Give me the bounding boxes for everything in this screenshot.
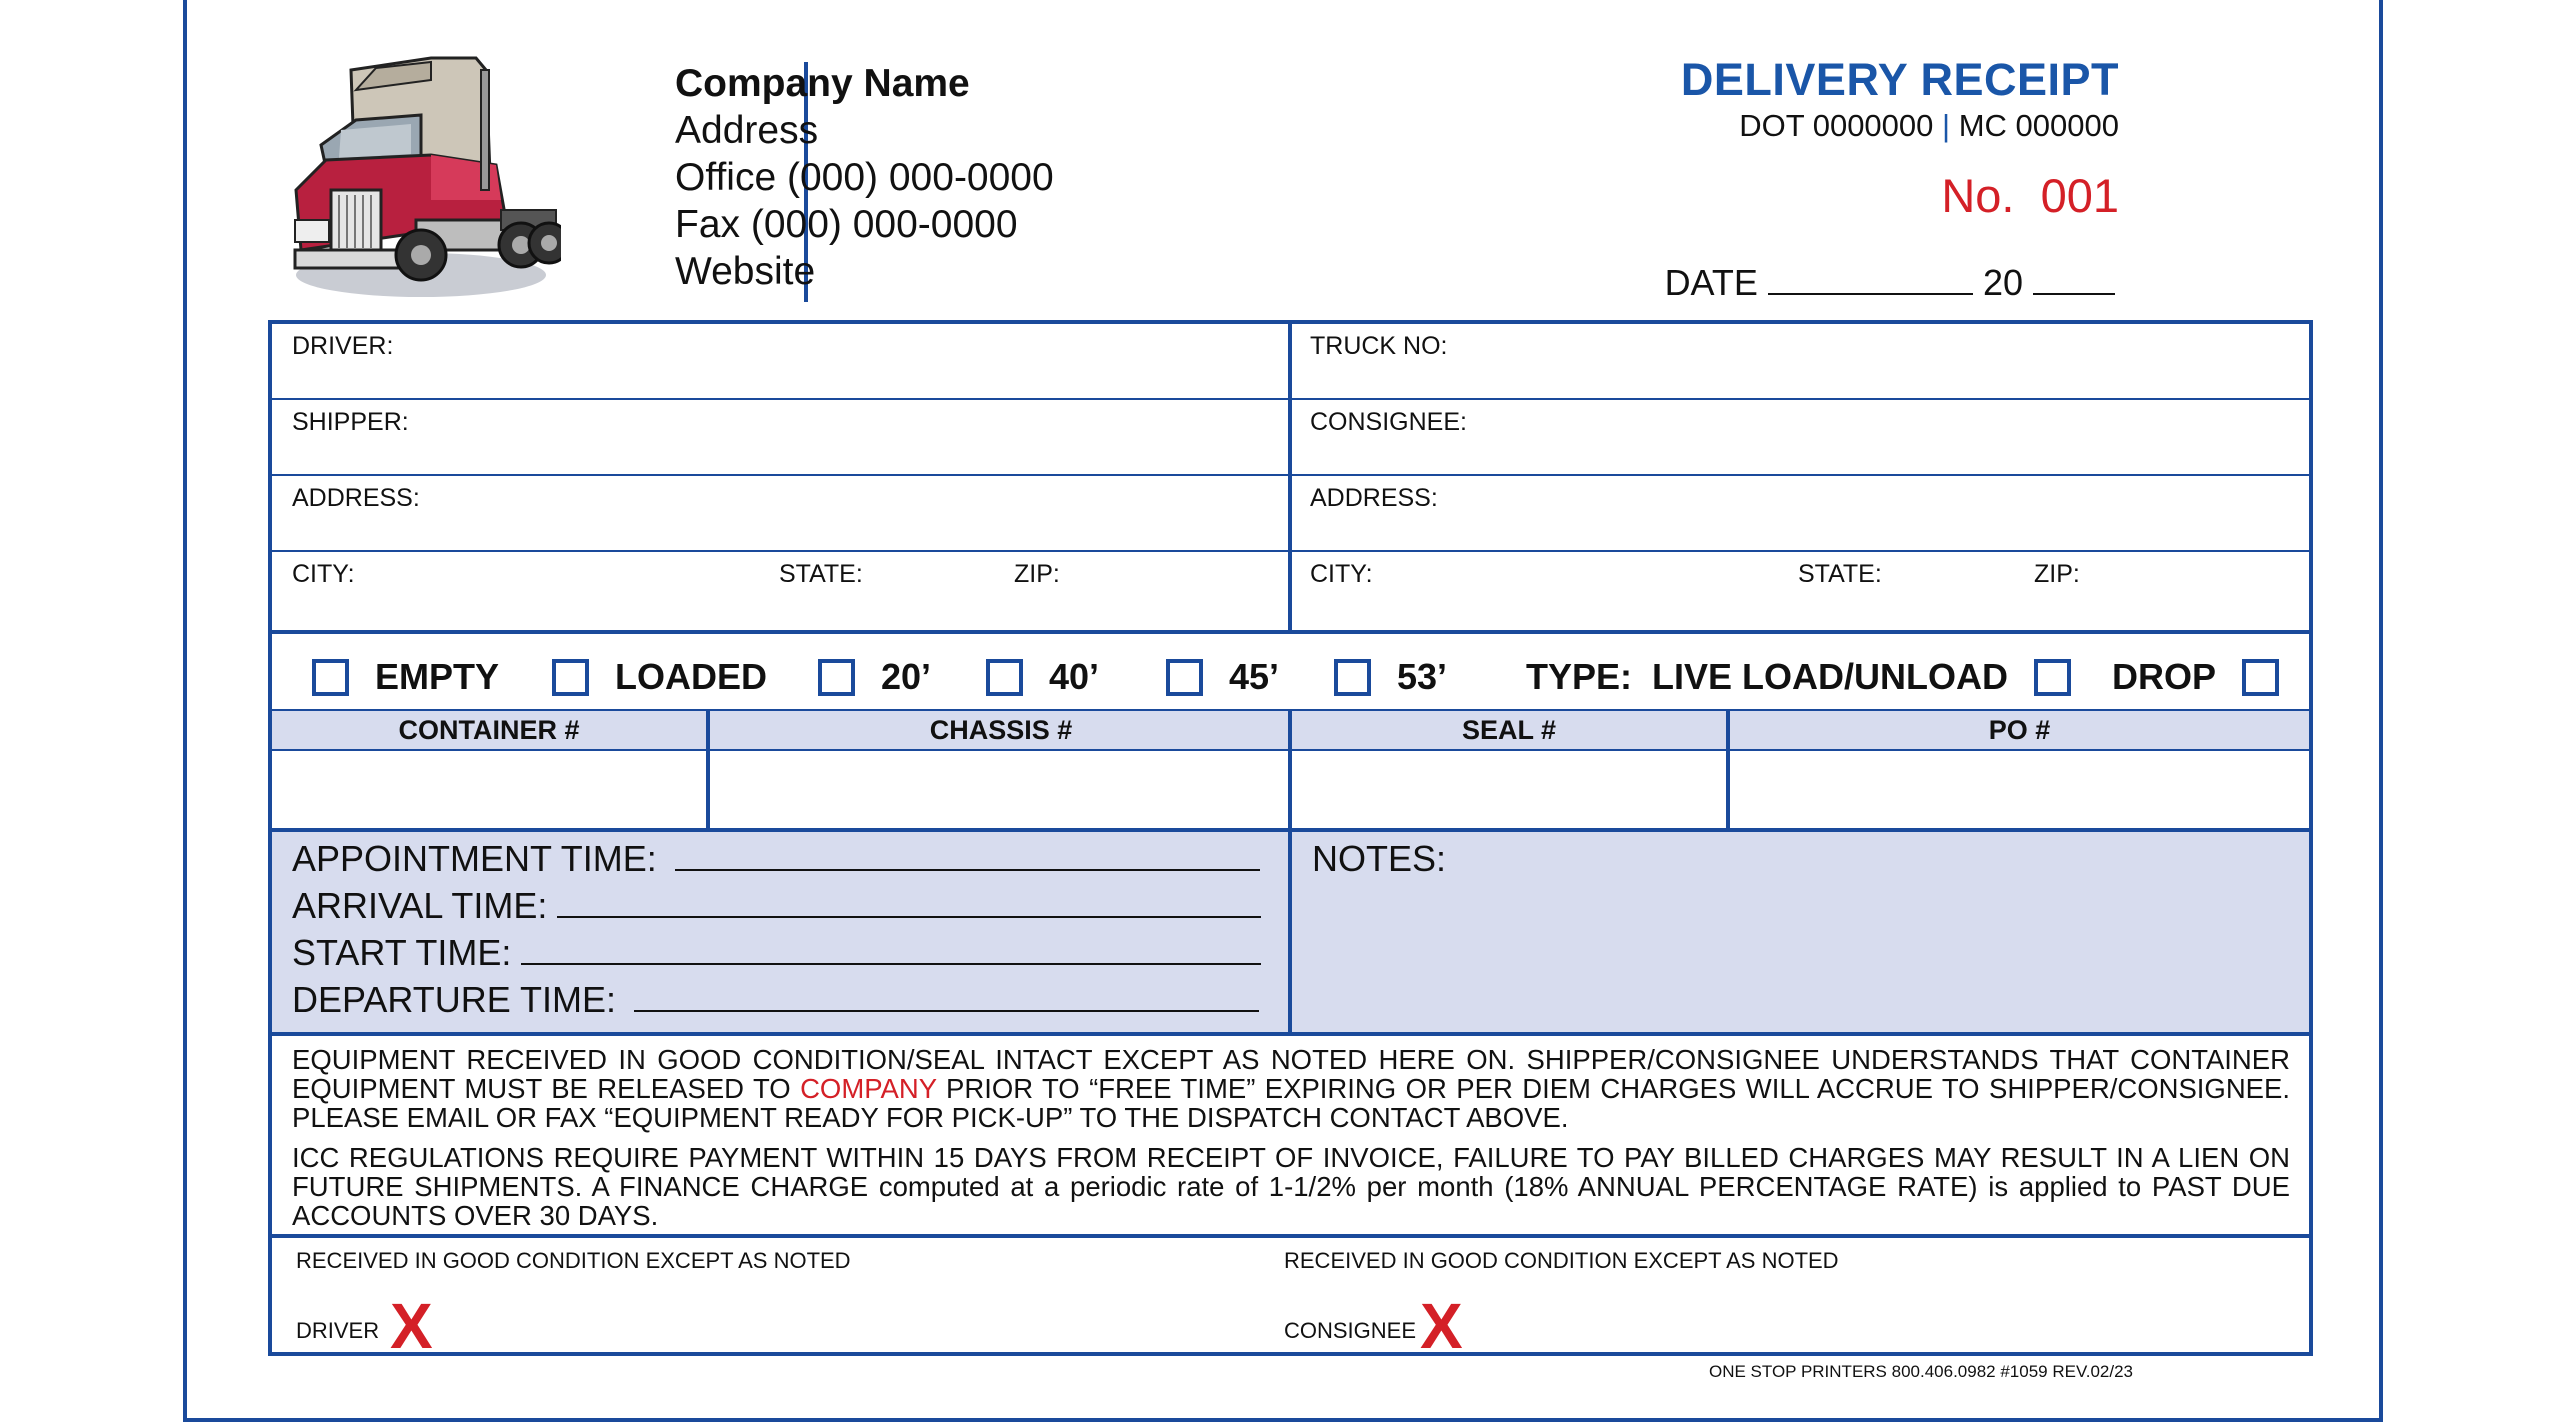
truck-no-field[interactable]: TRUCK NO: <box>1310 332 1448 360</box>
mc-number: MC 000000 <box>1958 108 2119 143</box>
size-53-label: 53’ <box>1397 656 1448 697</box>
consignee-signature-label: CONSIGNEE <box>1284 1318 1417 1343</box>
po-header: PO # <box>1988 715 2051 745</box>
consignee-field[interactable]: CONSIGNEE: <box>1310 408 1467 436</box>
loaded-label: LOADED <box>615 656 767 697</box>
shipper-state-field[interactable]: STATE: <box>779 560 863 588</box>
info-divider <box>1288 324 1292 634</box>
company-fax: Fax (000) 000-0000 <box>675 203 1018 246</box>
consignee-city-field[interactable]: CITY: <box>1310 560 1373 588</box>
company-office: Office (000) 000-0000 <box>675 156 1054 199</box>
size-20-label: 20’ <box>881 656 932 697</box>
terms-paragraph-1 <box>292 1045 2290 1132</box>
container-input[interactable] <box>272 751 706 830</box>
times-section <box>272 832 1288 1032</box>
driver-field[interactable]: DRIVER: <box>292 332 394 360</box>
consignee-signature-x-mark[interactable]: X <box>1420 1290 1463 1362</box>
company-block <box>675 60 1054 295</box>
date-label: DATE <box>1664 262 1758 303</box>
dot-mc-separator: | <box>1942 108 1951 143</box>
receipt-number-value: 001 <box>2040 169 2119 222</box>
live-load-checkbox[interactable] <box>2034 659 2071 696</box>
company-name: Company Name <box>675 62 970 105</box>
consignee-signature-caption: RECEIVED IN GOOD CONDITION EXCEPT AS NOTED <box>1284 1248 1839 1273</box>
appointment-time-label: APPOINTMENT TIME: <box>292 838 657 879</box>
size-45-option[interactable] <box>1166 656 1279 698</box>
notes-area[interactable] <box>1292 832 2309 1032</box>
departure-time-label: DEPARTURE TIME: <box>292 979 617 1020</box>
section-divider <box>272 1032 2309 1036</box>
start-time-field[interactable] <box>292 932 1261 974</box>
shipper-field[interactable]: SHIPPER: <box>292 408 409 436</box>
arrival-time-blank[interactable] <box>557 886 1261 918</box>
form-box <box>268 320 2313 1362</box>
shipper-address-field[interactable]: ADDRESS: <box>292 484 420 512</box>
appointment-time-blank[interactable] <box>675 839 1260 871</box>
po-input[interactable] <box>1730 751 2309 830</box>
seal-header: SEAL # <box>1461 715 1557 745</box>
consignee-address-field[interactable]: ADDRESS: <box>1310 484 1438 512</box>
receipt-sheet <box>183 0 2383 1422</box>
load-options-row <box>272 634 2309 711</box>
drop-checkbox[interactable] <box>2242 659 2279 696</box>
empty-label: EMPTY <box>375 656 500 697</box>
empty-option[interactable] <box>312 656 499 698</box>
live-load-label: LIVE LOAD/UNLOAD <box>1652 656 2008 697</box>
chassis-header: CHASSIS # <box>929 715 1073 745</box>
company-website: Website <box>675 250 816 293</box>
chassis-input[interactable] <box>710 751 1288 830</box>
drop-option[interactable] <box>2112 656 2279 698</box>
empty-checkbox[interactable] <box>312 659 349 696</box>
departure-time-blank[interactable] <box>634 980 1259 1012</box>
date-year-prefix: 20 <box>1982 262 2023 303</box>
driver-signature-x-mark[interactable]: X <box>390 1290 433 1362</box>
row-divider <box>272 398 2309 400</box>
terms-paragraph-2: ICC REGULATIONS REQUIRE PAYMENT WITHIN 15 DAYS FROM RECEIPT OF INVOICE, FAILURE TO PAY BILLED CHARGES MAY RESULT IN A LIEN ON FUTURE SHIPMENTS. A FINANCE CHARGE computed at a periodic rate of 1-1/2% per month (18% ANNUAL PERCENTAGE RATE) is applied to PAST DUE ACCOUNTS OVER 30 DAYS. <box>292 1142 2290 1231</box>
section-divider <box>272 1234 2309 1238</box>
dot-mc-numbers <box>1739 108 2119 144</box>
date-field[interactable] <box>1665 262 2115 304</box>
year-blank[interactable] <box>2033 263 2115 295</box>
row-divider <box>272 550 2309 552</box>
semi-truck-icon <box>281 50 561 310</box>
container-header: CONTAINER # <box>398 715 580 745</box>
size-40-checkbox[interactable] <box>986 659 1023 696</box>
shipper-city-field[interactable]: CITY: <box>292 560 355 588</box>
company-address: Address <box>675 109 819 152</box>
receipt-number-label: No. <box>1941 169 2015 222</box>
seal-input[interactable] <box>1292 751 1726 830</box>
shipper-zip-field[interactable]: ZIP: <box>1014 560 1060 588</box>
loaded-option[interactable] <box>552 656 767 698</box>
consignee-state-field[interactable]: STATE: <box>1798 560 1882 588</box>
terms-text: PRIOR TO “FREE TIME” EXPIRING OR PER DIEM CHARGES WILL ACCRUE TO SHIPPER/CONSIGNEE. PLEASE EMAIL OR FAX “EQUIPMENT READY FOR PICK-UP” TO THE DISPATCH CONTACT ABOVE. <box>292 1073 2291 1133</box>
driver-signature-caption: RECEIVED IN GOOD CONDITION EXCEPT AS NOTED <box>296 1248 851 1273</box>
arrival-time-label: ARRIVAL TIME: <box>292 885 548 926</box>
live-load-option[interactable] <box>1652 656 2071 698</box>
start-time-label: START TIME: <box>292 932 512 973</box>
drop-label: DROP <box>2112 656 2217 697</box>
size-45-checkbox[interactable] <box>1166 659 1203 696</box>
notes-label: NOTES: <box>1312 838 1447 879</box>
terms-text: EQUIPMENT RECEIVED IN GOOD CONDITION/SEAL INTACT EXCEPT AS NOTED HERE ON. SHIPPER/CONSIGNEE UNDERSTANDS THAT CONTAINER EQUIPMENT MUST BE RELEASED TO <box>292 1044 2290 1104</box>
arrival-time-field[interactable] <box>292 885 1261 927</box>
printer-footer: ONE STOP PRINTERS 800.406.0982 #1059 REV.02/23 <box>1708 1362 2133 1381</box>
row-divider <box>272 474 2309 476</box>
size-40-option[interactable] <box>986 656 1099 698</box>
driver-signature-label: DRIVER <box>296 1318 380 1343</box>
type-label <box>1526 656 1632 698</box>
size-40-label: 40’ <box>1049 656 1100 697</box>
appointment-time-field[interactable] <box>292 838 1260 880</box>
size-20-option[interactable] <box>818 656 931 698</box>
size-53-option[interactable] <box>1334 656 1447 698</box>
size-20-checkbox[interactable] <box>818 659 855 696</box>
consignee-zip-field[interactable]: ZIP: <box>2034 560 2080 588</box>
receipt-number <box>1941 168 2119 223</box>
document-title: DELIVERY RECEIPT <box>1680 54 2119 105</box>
type-label-text: TYPE: <box>1526 656 1633 697</box>
terms-company-name: COMPANY <box>800 1073 937 1104</box>
start-time-blank[interactable] <box>521 933 1261 965</box>
size-53-checkbox[interactable] <box>1334 659 1371 696</box>
date-blank[interactable] <box>1768 263 1973 295</box>
size-45-label: 45’ <box>1229 656 1280 697</box>
dot-number: DOT 0000000 <box>1739 108 1934 143</box>
departure-time-field[interactable] <box>292 979 1259 1021</box>
loaded-checkbox[interactable] <box>552 659 589 696</box>
